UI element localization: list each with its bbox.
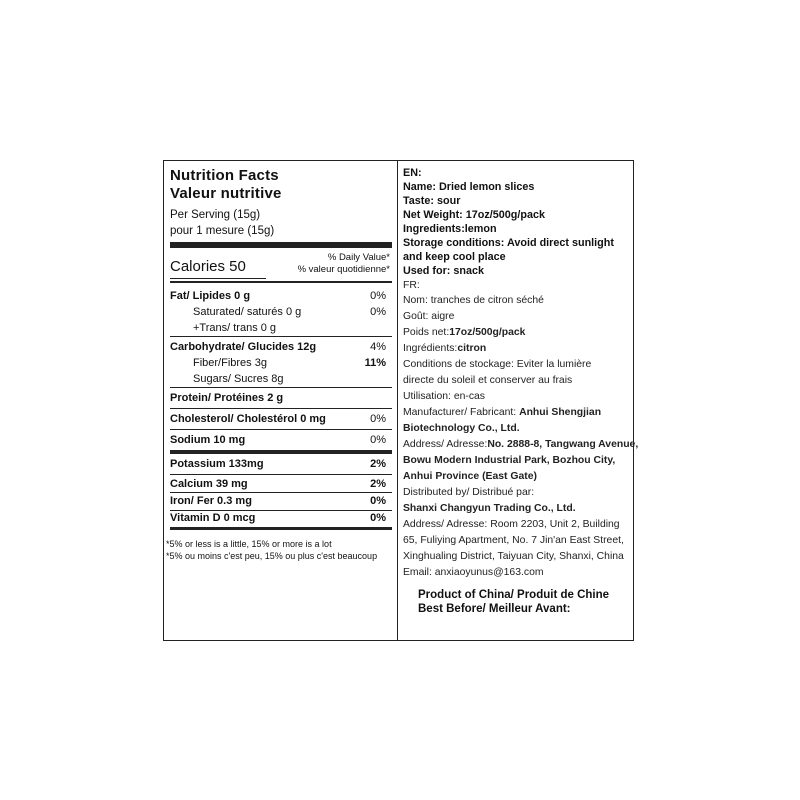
row-calcium: Calcium 39 mg [170, 478, 248, 490]
row-protein: Protein/ Protéines 2 g [170, 392, 284, 404]
row-saturated: Saturated/ saturés 0 g [193, 306, 302, 318]
distributor-address-line-2: 65, Fuliying Apartment, No. 7 Jin'an East Street, [403, 535, 624, 546]
manufacturer: Manufacturer/ Fabricant: Anhui Shengjian [403, 407, 602, 418]
rule [170, 510, 392, 511]
row-calcium-pct: 2% [370, 478, 386, 490]
distributor-name: Shanxi Changyun Trading Co., Ltd. [403, 503, 576, 514]
row-sodium: Sodium 10 mg [170, 434, 246, 446]
column-divider [397, 160, 398, 641]
row-fiber: Fiber/Fibres 3g [193, 357, 267, 369]
nutrition-title-en: Nutrition Facts [170, 167, 279, 184]
manufacturer-address-line-3: Anhui Province (East Gate) [403, 471, 537, 482]
fr-conditions-line-1: Conditions de stockage: Eviter la lumière [403, 359, 592, 370]
en-name: Name: Dried lemon slices [403, 181, 535, 193]
footnote-en: *5% or less is a little, 15% or more is a lot [166, 539, 332, 549]
en-storage-line-2: and keep cool place [403, 251, 506, 263]
daily-value-fr: % valeur quotidienne* [297, 264, 390, 275]
row-potassium-pct: 2% [370, 458, 386, 470]
rule [170, 474, 392, 475]
rule [170, 336, 392, 337]
serving-size-en: Per Serving (15g) [170, 209, 261, 221]
en-weight: Net Weight: 17oz/500g/pack [403, 209, 545, 221]
en-heading: EN: [403, 167, 422, 179]
row-fat-pct: 0% [370, 290, 386, 302]
row-iron: Iron/ Fer 0.3 mg [170, 495, 252, 507]
fr-poids: Poids net:17oz/500g/pack [403, 327, 526, 338]
row-cholesterol: Cholesterol/ Cholestérol 0 mg [170, 413, 326, 425]
thick-rule [170, 450, 392, 454]
rule [170, 429, 392, 430]
manufacturer-address-line-2: Bowu Modern Industrial Park, Bozhou City, [403, 455, 616, 466]
en-storage-line-1: Storage conditions: Avoid direct sunlight [403, 237, 614, 249]
fr-conditions-line-2: directe du soleil et conserver au frais [403, 375, 573, 386]
distributed-by: Distributed by/ Distribué par: [403, 487, 535, 498]
en-ingredients: Ingredients:lemon [403, 223, 497, 235]
distributor-address-line-3: Xinghualing District, Taiyuan City, Shanxi, China [403, 551, 624, 562]
row-saturated-pct: 0% [370, 306, 386, 318]
row-fat: Fat/ Lipides 0 g [170, 290, 251, 302]
row-iron-pct: 0% [370, 495, 386, 507]
rule [170, 387, 392, 388]
row-vitamin-d: Vitamin D 0 mcg [170, 512, 256, 524]
rule [170, 408, 392, 409]
manufacturer-address: Address/ Adresse:No. 2888-8, Tangwang Avenue, [403, 439, 639, 450]
en-used-for: Used for: snack [403, 265, 485, 277]
thick-rule [170, 527, 392, 530]
fr-ingredients: Ingrédients:citron [403, 343, 487, 354]
thick-rule [170, 242, 392, 248]
en-taste: Taste: sour [403, 195, 461, 207]
row-carbohydrate-pct: 4% [370, 341, 386, 353]
email: Email: anxiaoyunus@163.com [403, 567, 544, 578]
distributor-address-line-1: Address/ Adresse: Room 2203, Unit 2, Building [403, 519, 620, 530]
calories-rule [170, 278, 266, 279]
row-cholesterol-pct: 0% [370, 413, 386, 425]
row-fiber-pct: 11% [364, 357, 386, 369]
serving-size-fr: pour 1 mesure (15g) [170, 225, 275, 237]
fr-gout: Goût: aigre [403, 311, 455, 322]
row-sodium-pct: 0% [370, 434, 386, 446]
row-carbohydrate: Carbohydrate/ Glucides 12g [170, 341, 317, 353]
manufacturer-line-2: Biotechnology Co., Ltd. [403, 423, 520, 434]
row-sugars: Sugars/ Sucres 8g [193, 373, 284, 385]
fr-heading: FR: [403, 280, 420, 291]
fr-nom: Nom: tranches de citron séché [403, 295, 544, 306]
calories: Calories 50 [170, 258, 246, 275]
medium-rule [170, 281, 392, 283]
row-potassium: Potassium 133mg [170, 458, 264, 470]
row-trans: +Trans/ trans 0 g [193, 322, 277, 334]
rule [170, 492, 392, 493]
product-of-china: Product of China/ Produit de Chine [418, 589, 610, 601]
footnote-fr: *5% ou moins c'est peu, 15% ou plus c'est beaucoup [166, 551, 378, 561]
nutrition-title-fr: Valeur nutritive [170, 185, 282, 202]
best-before: Best Before/ Meilleur Avant: [418, 603, 571, 615]
row-vitamin-d-pct: 0% [370, 512, 386, 524]
daily-value-en: % Daily Value* [327, 252, 390, 263]
fr-utilisation: Utilisation: en-cas [403, 391, 486, 402]
